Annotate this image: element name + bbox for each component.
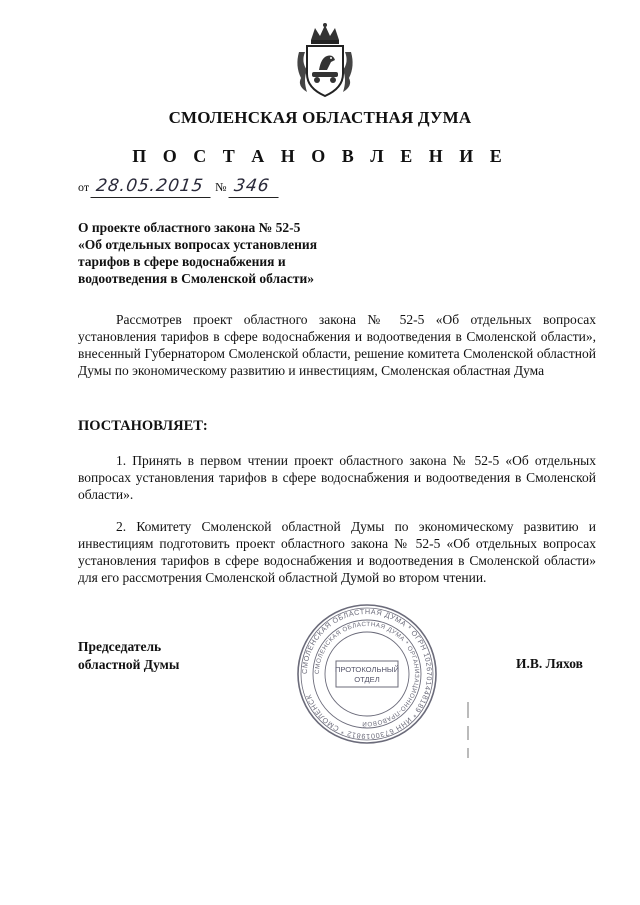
subject-line: водоотведения в Смоленской области» bbox=[78, 271, 314, 286]
pen-mark-icon bbox=[465, 700, 471, 760]
seal-inner-text: СМОЛЕНСКАЯ ОБЛАСТНАЯ ДУМА * ОРГАНИЗАЦИОННО-ПРАВОВОЙ bbox=[313, 620, 421, 728]
signatory-title bbox=[78, 638, 179, 674]
date-prefix-label: от bbox=[78, 180, 90, 194]
subject-line: тарифов в сфере водоснабжения и bbox=[78, 254, 286, 269]
number-sign-label: № bbox=[215, 180, 227, 194]
handwritten-date: 28.05.2015 bbox=[91, 176, 214, 198]
signatory-name: И.В. Ляхов bbox=[516, 656, 583, 671]
seal-box-line-2: ОТДЕЛ bbox=[354, 675, 380, 684]
preamble-paragraph: Рассмотрев проект областного закона № 52-5 «Об отдельных вопросах установления тарифов в сфере водоснабжения и водоотведения в Смоленской области», внесенный Губернатором Смоленской области, решение комитета Смоленской областной Думы по экономическому развитию и инвестициям, Смоленская областная Дума bbox=[78, 312, 596, 378]
handwritten-number: 346 bbox=[228, 176, 281, 198]
decree-item-2: 2. Комитету Смоленской областной Думы по экономическому развитию и инвестициям подготовить проект областного закона № 52-5 «Об отдельных вопросах установления тарифов в сфере водоснабжения и водоотведения в Смоленской области» для его рассмотрения Смоленской областной Думой во втором чтении. bbox=[78, 519, 596, 585]
document-type-title: П О С Т А Н О В Л Е Н И Е bbox=[132, 146, 508, 166]
document-subject bbox=[78, 219, 378, 287]
organization-title: СМОЛЕНСКАЯ ОБЛАСТНАЯ ДУМА bbox=[168, 108, 472, 127]
signatory-title-line: областной Думы bbox=[78, 657, 180, 672]
coat-of-arms-icon bbox=[293, 22, 357, 98]
subject-line: «Об отдельных вопросах установления bbox=[78, 237, 317, 252]
seal-outer-text: СМОЛЕНСКАЯ ОБЛАСТНАЯ ДУМА * ОГРН 1026701448189 * ИНН 6730019812 * СМОЛЕНСК bbox=[299, 606, 435, 742]
decree-item-1: 1. Принять в первом чтении проект областного закона № 52-5 «Об отдельных вопросах установления тарифов в сфере водоснабжения и водоотведения в Смоленской области». bbox=[78, 453, 596, 502]
signatory-title-line: Председатель bbox=[78, 639, 162, 654]
subject-line: О проекте областного закона № 52-5 bbox=[78, 220, 301, 235]
seal-box-line-1: ПРОТОКОЛЬНЫЙ bbox=[334, 665, 400, 674]
date-number-line bbox=[78, 176, 280, 198]
official-seal-icon bbox=[296, 603, 438, 745]
decree-heading: ПОСТАНОВЛЯЕТ: bbox=[78, 418, 208, 434]
